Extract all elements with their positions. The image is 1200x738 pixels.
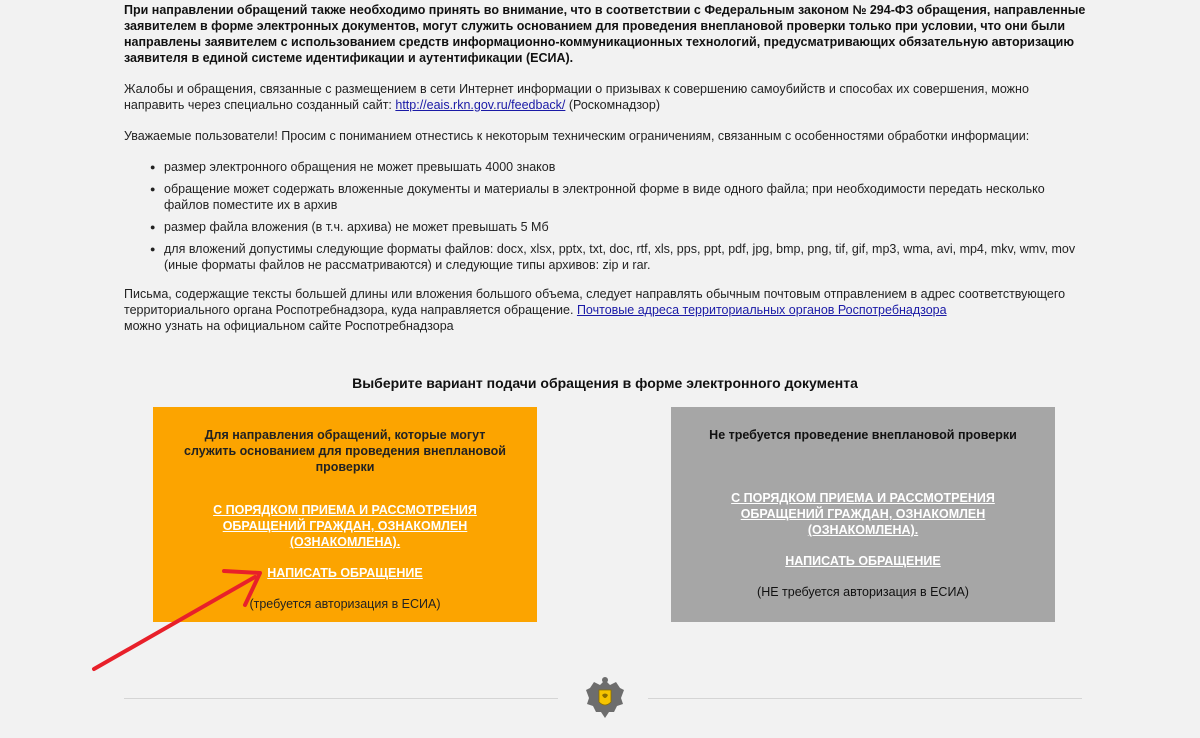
list-item: ● для вложений допустимы следующие форматы файлов: docx, xlsx, pptx, txt, doc, rtf, xls, pps, ppt, pdf, jpg, bmp, png, tif, gif, mp3, wma, avi, mp4, mkv, wmv, mov (иные форматы файлов не рассматриваются) и следующие типы архивов: zip и rar. xyxy=(164,241,1086,273)
footer-divider-left xyxy=(124,698,558,699)
choose-variant-title: Выберите вариант подачи обращения в форме электронного документа xyxy=(352,375,858,391)
complaints-paragraph xyxy=(124,81,1086,113)
inspection-procedure-link[interactable]: С ПОРЯДКОМ ПРИЕМА И РАССМОТРЕНИЯ ОБРАЩЕНИЙ ГРАЖДАН, ОЗНАКОМЛЕН (ОЗНАКОМЛЕНА). xyxy=(213,503,477,549)
inspection-write-button[interactable]: НАПИСАТЬ ОБРАЩЕНИЕ xyxy=(267,566,423,580)
complaints-suffix: (Роскомнадзор) xyxy=(565,98,660,112)
postal-addresses-link[interactable]: Почтовые адреса территориальных органов Роспотребнадзора xyxy=(576,303,947,317)
no-inspection-procedure-link[interactable]: С ПОРЯДКОМ ПРИЕМА И РАССМОТРЕНИЯ ОБРАЩЕНИЙ ГРАЖДАН, ОЗНАКОМЛЕН (ОЗНАКОМЛЕНА). xyxy=(731,491,995,537)
users-notice: Уважаемые пользователи! Просим с пониманием отнестись к некоторым техническим ограничениям, связанным с особенностями обработки информации: xyxy=(124,129,1030,143)
no-inspection-auth-note: (НЕ требуется авторизация в ЕСИА) xyxy=(757,585,969,599)
inspection-panel-title: Для направления обращений, которые могут служить основанием для проведения внеплановой проверки xyxy=(184,428,506,474)
no-inspection-panel-title: Не требуется проведение внеплановой проверки xyxy=(709,428,1017,442)
restrictions-list xyxy=(124,159,1086,273)
letters-suffix: можно узнать на официальном сайте Роспотребнадзора xyxy=(124,319,454,333)
no-inspection-write-button[interactable]: НАПИСАТЬ ОБРАЩЕНИЕ xyxy=(785,554,941,568)
list-item: ● размер электронного обращения не может превышать 4000 знаков xyxy=(164,159,1086,175)
complaints-text: Жалобы и обращения, связанные с размещением в сети Интернет информации о призывах к совершению самоубийств и способах их совершения, можно направить через специально созданный сайт: xyxy=(124,82,1029,112)
feedback-link[interactable]: http://eais.rkn.gov.ru/feedback/ xyxy=(395,98,566,112)
coat-of-arms-icon xyxy=(584,676,626,722)
list-item: ● размер файла вложения (в т.ч. архива) не может превышать 5 Мб xyxy=(164,219,1086,235)
inspection-auth-note: (требуется авторизация в ЕСИА) xyxy=(249,597,441,611)
letters-text: Письма, содержащие тексты большей длины или вложения большого объема, следует направлять обычным почтовым отправлением в адрес соответствующего территориального органа Роспотребнадзора, куда направляется обращение. xyxy=(124,287,1066,317)
law-notice-paragraph: При направлении обращений также необходимо принять во внимание, что в соответствии с Федеральным законом № 294-ФЗ обращения, направленные заявителем в форме электронных документов, могут служить основанием для проведения внеплановой проверки только при условии, что они были направлены заявителем с использованием средств информационно-коммуникационных технологий, предусматривающих обязательную авторизацию заявителя в единой системе идентификации и аутентификации (ЕСИА). xyxy=(124,3,1086,65)
main-content xyxy=(124,2,1086,349)
no-inspection-panel xyxy=(671,407,1055,622)
red-arrow-annotation xyxy=(90,565,270,675)
letters-paragraph xyxy=(124,286,1086,334)
footer-divider-right xyxy=(648,698,1082,699)
list-item: ● обращение может содержать вложенные документы и материалы в электронной форме в виде одного файла; при необходимости передать несколько файлов поместите их в архив xyxy=(164,181,1086,213)
